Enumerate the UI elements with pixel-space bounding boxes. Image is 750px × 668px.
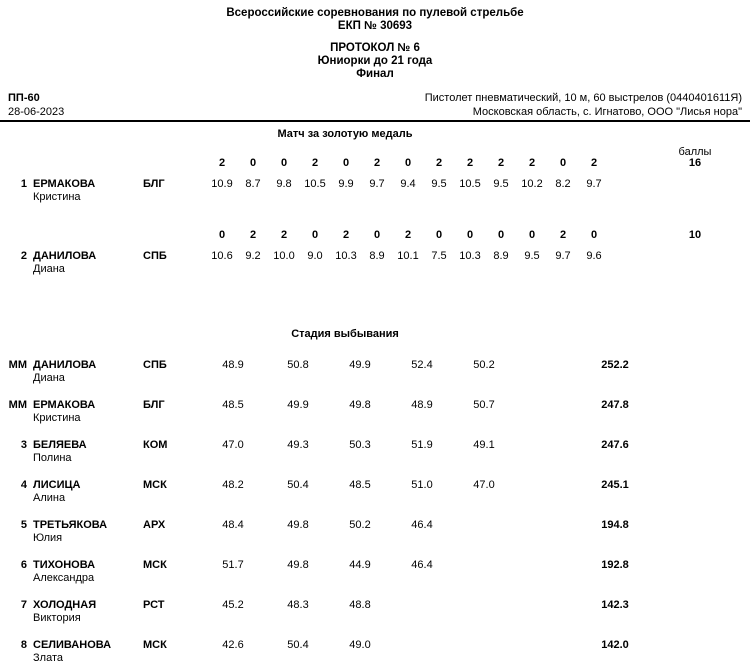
shot-value: 10.6 <box>211 250 233 262</box>
shot-value: 9.8 <box>276 178 292 190</box>
shooter2-surname: ДАНИЛОВА <box>33 250 97 262</box>
shot-point: 2 <box>373 157 381 169</box>
event-date: 28-06-2023 <box>8 106 65 118</box>
shot-point: 0 <box>249 157 257 169</box>
shot-point: 0 <box>311 229 319 241</box>
competition-title: Всероссийские соревнования по пулевой стрельбе <box>226 7 524 19</box>
firstname: Полина <box>33 452 72 464</box>
series-value: 50.4 <box>287 479 309 491</box>
shot-point: 0 <box>342 157 350 169</box>
series-value: 44.9 <box>349 559 371 571</box>
shot-point: 2 <box>249 229 257 241</box>
region: СПБ <box>143 359 167 371</box>
shot-value: 9.9 <box>338 178 354 190</box>
region: МСК <box>143 479 167 491</box>
region: РСТ <box>143 599 165 611</box>
shot-value: 10.3 <box>459 250 481 262</box>
total-score: 192.8 <box>601 559 629 571</box>
shot-value: 9.5 <box>524 250 540 262</box>
series-value: 49.8 <box>287 519 309 531</box>
shooter2-region: СПБ <box>143 250 167 262</box>
shot-value: 8.9 <box>493 250 509 262</box>
elimination-row <box>0 399 750 429</box>
shot-value: 10.9 <box>211 178 233 190</box>
stage-title: Финал <box>356 68 394 80</box>
shot-point: 2 <box>218 157 226 169</box>
elimination-row <box>0 559 750 589</box>
shot-point: 2 <box>559 229 567 241</box>
shot-value: 10.2 <box>521 178 543 190</box>
event-code: ПП-60 <box>8 92 40 104</box>
series-value: 50.2 <box>349 519 371 531</box>
elimination-row <box>0 519 750 549</box>
firstname: Юлия <box>33 532 63 544</box>
series-value: 46.4 <box>411 559 433 571</box>
series-value: 48.5 <box>349 479 371 491</box>
surname: ТИХОНОВА <box>33 559 96 571</box>
firstname: Алина <box>33 492 66 504</box>
shooter2-row <box>0 250 750 280</box>
series-value: 49.1 <box>473 439 495 451</box>
series-value: 47.0 <box>473 479 495 491</box>
firstname: Кристина <box>33 412 81 424</box>
elimination-row <box>0 359 750 389</box>
shooter1-firstname: Кристина <box>33 191 81 203</box>
shot-point: 0 <box>404 157 412 169</box>
series-value: 49.8 <box>287 559 309 571</box>
shot-point: 0 <box>559 157 567 169</box>
series-value: 49.0 <box>349 639 371 651</box>
shot-value: 10.1 <box>397 250 419 262</box>
shooter2-total-points: 10 <box>688 229 702 241</box>
series-value: 49.9 <box>287 399 309 411</box>
shot-value: 9.7 <box>586 178 602 190</box>
shot-value: 7.5 <box>431 250 447 262</box>
rank: 4 <box>20 479 27 491</box>
surname: ЛИСИЦА <box>33 479 81 491</box>
shot-point: 2 <box>435 157 443 169</box>
shot-point: 0 <box>497 229 505 241</box>
series-value: 47.0 <box>222 439 244 451</box>
shooter2-firstname: Диана <box>33 263 65 275</box>
region: МСК <box>143 639 167 651</box>
venue-info: Московская область, с. Игнатово, ООО "Лисья нора" <box>472 106 742 118</box>
total-score: 247.8 <box>601 399 629 411</box>
shot-value: 8.2 <box>555 178 571 190</box>
shot-point: 0 <box>373 229 381 241</box>
series-value: 51.7 <box>222 559 244 571</box>
series-value: 48.9 <box>222 359 244 371</box>
rank: 5 <box>20 519 27 531</box>
header-divider <box>0 120 750 122</box>
shot-value: 9.6 <box>586 250 602 262</box>
shot-point: 2 <box>590 157 598 169</box>
surname: ХОЛОДНАЯ <box>33 599 97 611</box>
series-value: 42.6 <box>222 639 244 651</box>
rank: 7 <box>20 599 27 611</box>
shot-value: 9.7 <box>369 178 385 190</box>
shot-value: 10.0 <box>273 250 295 262</box>
shooter1-total-points: 16 <box>688 157 702 169</box>
surname: БЕЛЯЕВА <box>33 439 87 451</box>
series-value: 46.4 <box>411 519 433 531</box>
shot-point: 2 <box>280 229 288 241</box>
shot-value: 9.7 <box>555 250 571 262</box>
shot-value: 9.5 <box>431 178 447 190</box>
shooter1-region: БЛГ <box>143 178 165 190</box>
series-value: 50.3 <box>349 439 371 451</box>
discipline-info: Пистолет пневматический, 10 м, 60 выстрелов (0440401611Я) <box>424 92 742 104</box>
elimination-row <box>0 479 750 509</box>
series-value: 50.8 <box>287 359 309 371</box>
firstname: Виктория <box>33 612 81 624</box>
protocol-number: ПРОТОКОЛ № 6 <box>330 42 420 54</box>
elimination-row <box>0 439 750 469</box>
series-value: 48.2 <box>222 479 244 491</box>
series-value: 49.9 <box>349 359 371 371</box>
shot-point: 2 <box>528 157 536 169</box>
series-value: 51.0 <box>411 479 433 491</box>
shot-point: 2 <box>466 157 474 169</box>
rank: 3 <box>20 439 27 451</box>
rank: ММ <box>8 359 27 371</box>
total-score: 194.8 <box>601 519 629 531</box>
shot-value: 9.2 <box>245 250 261 262</box>
series-value: 45.2 <box>222 599 244 611</box>
series-value: 48.4 <box>222 519 244 531</box>
shot-value: 9.4 <box>400 178 416 190</box>
firstname: Диана <box>33 372 65 384</box>
shot-point: 0 <box>528 229 536 241</box>
series-value: 49.3 <box>287 439 309 451</box>
shooter1-rank: 1 <box>20 178 27 190</box>
shot-value: 8.9 <box>369 250 385 262</box>
total-score: 247.6 <box>601 439 629 451</box>
shot-point: 0 <box>466 229 474 241</box>
region: МСК <box>143 559 167 571</box>
firstname: Александра <box>33 572 95 584</box>
surname: ТРЕТЬЯКОВА <box>33 519 108 531</box>
shot-value: 9.5 <box>493 178 509 190</box>
region: БЛГ <box>143 399 165 411</box>
shot-value: 9.0 <box>307 250 323 262</box>
series-value: 49.8 <box>349 399 371 411</box>
shot-value: 10.3 <box>335 250 357 262</box>
shot-value: 10.5 <box>459 178 481 190</box>
shooter1-surname: ЕРМАКОВА <box>33 178 96 190</box>
series-value: 51.9 <box>411 439 433 451</box>
firstname: Злата <box>33 652 63 664</box>
series-value: 50.7 <box>473 399 495 411</box>
total-score: 252.2 <box>601 359 629 371</box>
shot-point: 0 <box>435 229 443 241</box>
region: АРХ <box>143 519 166 531</box>
total-score: 142.0 <box>601 639 629 651</box>
series-value: 50.2 <box>473 359 495 371</box>
shot-point: 2 <box>404 229 412 241</box>
rank: ММ <box>8 399 27 411</box>
shot-value: 8.7 <box>245 178 261 190</box>
series-value: 50.4 <box>287 639 309 651</box>
surname: ДАНИЛОВА <box>33 359 97 371</box>
region: КОМ <box>143 439 168 451</box>
rank: 8 <box>20 639 27 651</box>
elimination-row <box>0 639 750 668</box>
series-value: 48.3 <box>287 599 309 611</box>
shot-point: 2 <box>497 157 505 169</box>
surname: СЕЛИВАНОВА <box>33 639 112 651</box>
series-value: 48.9 <box>411 399 433 411</box>
surname: ЕРМАКОВА <box>33 399 96 411</box>
series-value: 52.4 <box>411 359 433 371</box>
shot-point: 0 <box>280 157 288 169</box>
series-value: 48.8 <box>349 599 371 611</box>
gold-match-title: Матч за золотую медаль <box>277 128 413 140</box>
shot-point: 2 <box>342 229 350 241</box>
rank: 6 <box>20 559 27 571</box>
total-score: 245.1 <box>601 479 629 491</box>
points-column-label: баллы <box>678 146 712 158</box>
series-value: 48.5 <box>222 399 244 411</box>
shooter2-rank: 2 <box>20 250 27 262</box>
ekp-number: ЕКП № 30693 <box>337 20 413 32</box>
shot-point: 0 <box>218 229 226 241</box>
elimination-title: Стадия выбывания <box>291 328 399 340</box>
total-score: 142.3 <box>601 599 629 611</box>
shot-point: 2 <box>311 157 319 169</box>
shooter1-row <box>0 178 750 208</box>
elimination-row <box>0 599 750 629</box>
category-title: Юниорки до 21 года <box>317 55 433 67</box>
shot-value: 10.5 <box>304 178 326 190</box>
shot-point: 0 <box>590 229 598 241</box>
